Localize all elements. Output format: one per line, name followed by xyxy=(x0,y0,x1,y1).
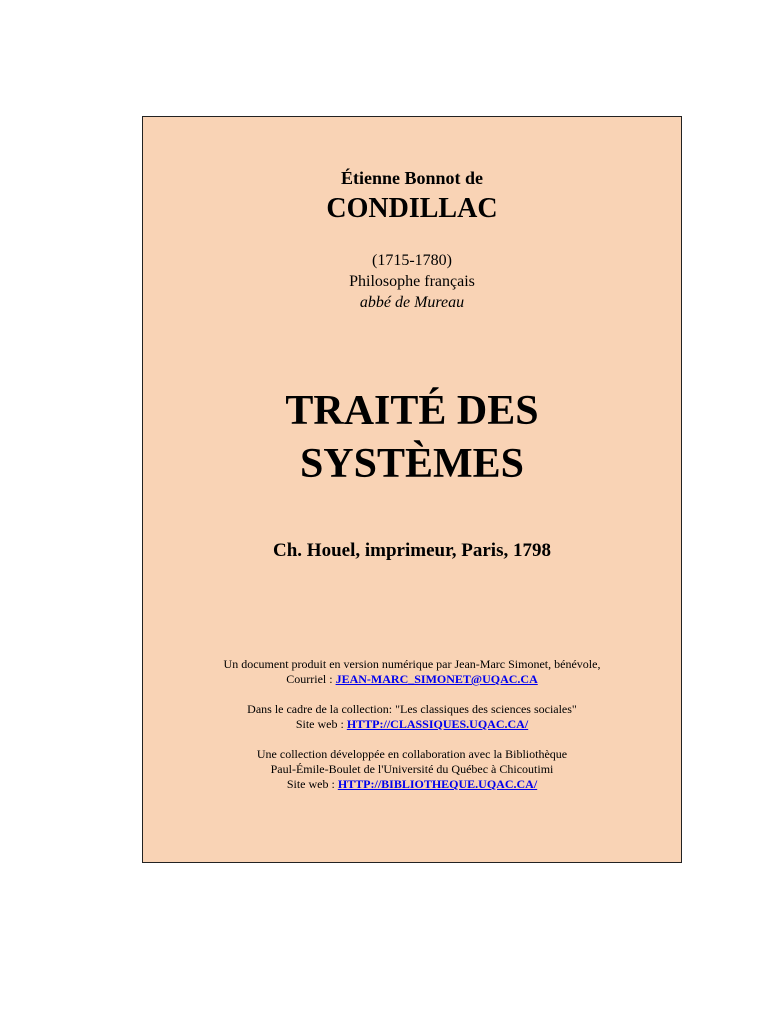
collaboration-text-1: Une collection développée en collaboration avec la Bibliothèque xyxy=(256,747,568,761)
email-line xyxy=(143,672,681,687)
library-site-line xyxy=(143,777,681,792)
author-dates: (1715-1780) xyxy=(372,252,452,269)
credits-collection-block xyxy=(143,702,681,732)
library-site-link[interactable]: HTTP://BIBLIOTHEQUE.UQAC.CA/ xyxy=(337,777,538,791)
cover-page xyxy=(142,116,682,863)
author-first-names: Étienne Bonnot de xyxy=(340,168,484,188)
collection-site-line xyxy=(143,717,681,732)
author-title: abbé de Mureau xyxy=(359,294,465,311)
credits-section xyxy=(143,657,681,807)
book-title xyxy=(143,385,681,491)
book-title-line-1: TRAITÉ DES xyxy=(285,388,539,434)
credits-collaboration-block xyxy=(143,747,681,792)
collection-text: Dans le cadre de la collection: "Les classiques des sciences sociales" xyxy=(247,702,577,716)
email-prefix: Courriel : xyxy=(286,672,336,686)
book-title-line-2: SYSTÈMES xyxy=(299,441,525,487)
site-prefix-2: Site web : xyxy=(286,777,338,791)
collaboration-text-2: Paul-Émile-Boulet de l'Université du Québec à Chicoutimi xyxy=(270,762,554,776)
publisher-line: Ch. Houel, imprimeur, Paris, 1798 xyxy=(273,540,551,561)
author-role: Philosophe français xyxy=(349,273,475,290)
credits-producer-block xyxy=(143,657,681,687)
site-prefix-1: Site web : xyxy=(295,717,347,731)
author-last-name: CONDILLAC xyxy=(326,193,498,224)
email-link[interactable]: JEAN-MARC_SIMONET@UQAC.CA xyxy=(335,672,538,686)
produced-by-text: Un document produit en version numérique par Jean-Marc Simonet, bénévole, xyxy=(223,657,601,671)
classiques-site-link[interactable]: HTTP://CLASSIQUES.UQAC.CA/ xyxy=(346,717,529,731)
